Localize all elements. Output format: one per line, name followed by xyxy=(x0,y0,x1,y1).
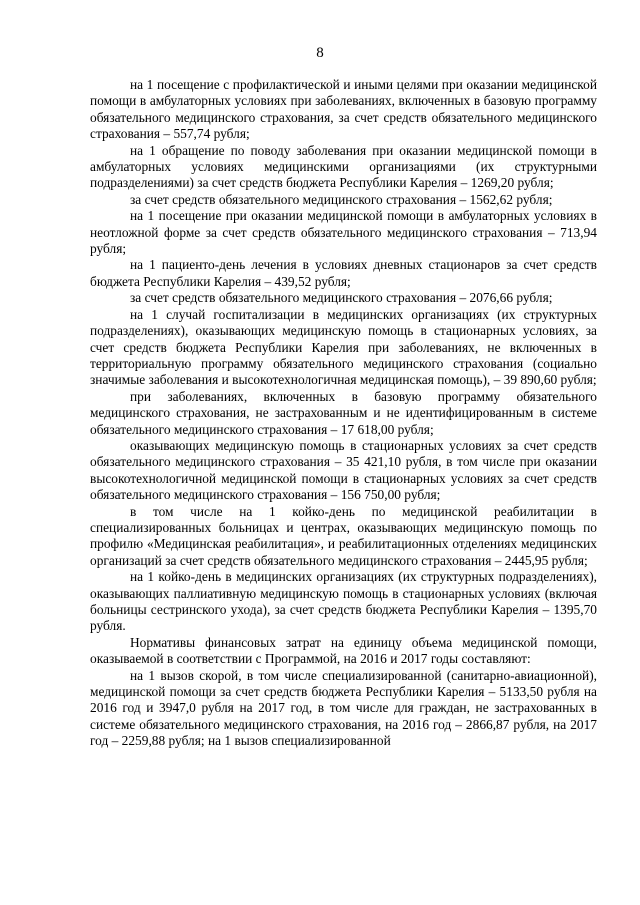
paragraph-rehabilitation: в том числе на 1 койко-день по медицинской реабилитации в специализированных больницах и центрах, оказывающих медицинскую помощь по профилю «Медицинская реабилитация», и реабилитационных отделениях медицинских организаций за счет средств обязательного медицинского страхования – 2445,95 рубля; xyxy=(90,503,597,568)
paragraph-norms-intro: Нормативы финансовых затрат на единицу объема медицинской помощи, оказываемой в соответствии с Программой, на 2016 и 2017 годы составляют: xyxy=(90,634,597,667)
paragraph-inpatient-oms: оказывающих медицинскую помощь в стационарных условиях за счет средств обязательного медицинского страхования – 35 421,10 рубля, в том числе при оказании высокотехнологичной медицинской помощи в стационарных условиях за счет средств обязательного медицинского страхования – 156 750,00 рубля; xyxy=(90,437,597,503)
paragraph-day-hospital-oms: за счет средств обязательного медицинского страхования – 2076,66 рубля; xyxy=(130,290,553,306)
paragraph-outpatient-visit: на 1 посещение с профилактической и иными целями при оказании медицинской помощи в амбулаторных условиях при заболеваниях, включенных в базовую программу обязательного медицинского страхования, за счет средств обязательного медицинского страхования – 557,74 рубля; xyxy=(90,77,597,142)
document-body xyxy=(90,77,597,750)
paragraph-urgent-visit: на 1 посещение при оказании медицинской помощи в амбулаторных условиях в неотложной форме за счет средств обязательного медицинского страхования – 713,94 рубля; xyxy=(90,208,597,257)
paragraph-outpatient-appeal: на 1 обращение по поводу заболевания при оказании медицинской помощи в амбулаторных условиях медицинскими организациями (их структурными подразделениями) за счет средств бюджета Республики Карелия – 1269,20 рубля; xyxy=(90,142,597,191)
page-number: 8 xyxy=(316,45,324,61)
paragraph-ambulance: на 1 вызов скорой, в том числе специализированной (санитарно-авиационной), медицинской помощи за счет средств бюджета Республики Карелия – 5133,50 рубля на 2016 год и 3947,0 рубля на 2017 год, в том числе для граждан, не застрахованных в системе обязательного медицинского страхования, на 2016 год – 2866,87 рубля, на 2017 год – 2259,88 рубля; на 1 вызов специализированной xyxy=(90,667,597,749)
paragraph-appeal-oms: за счет средств обязательного медицинского страхования – 1562,62 рубля; xyxy=(130,191,553,207)
paragraph-uninsured: при заболеваниях, включенных в базовую программу обязательного медицинского страхования, не застрахованным и не идентифицированным в системе обязательного медицинского страхования – 17 618,00 рубля; xyxy=(90,388,597,437)
paragraph-hospitalization: на 1 случай госпитализации в медицинских организациях (их структурных подразделениях), оказывающих медицинскую помощь в стационарных условиях, за счет средств бюджета Республики Карелия при заболеваниях, не включенных в территориальную программу обязательного медицинского страхования (социально значимые заболевания и высокотехнологичная медицинская помощь), – 39 890,60 рубля; xyxy=(90,306,597,388)
paragraph-day-hospital: на 1 пациенто-день лечения в условиях дневных стационаров за счет средств бюджета Республики Карелия – 439,52 рубля; xyxy=(90,257,597,289)
paragraph-palliative: на 1 койко-день в медицинских организациях (их структурных подразделениях), оказывающих паллиативную медицинскую помощь в стационарных условиях (включая больницы сестринского ухода), за счет средств бюджета Республики Карелия – 1395,70 рубля. xyxy=(90,569,597,634)
